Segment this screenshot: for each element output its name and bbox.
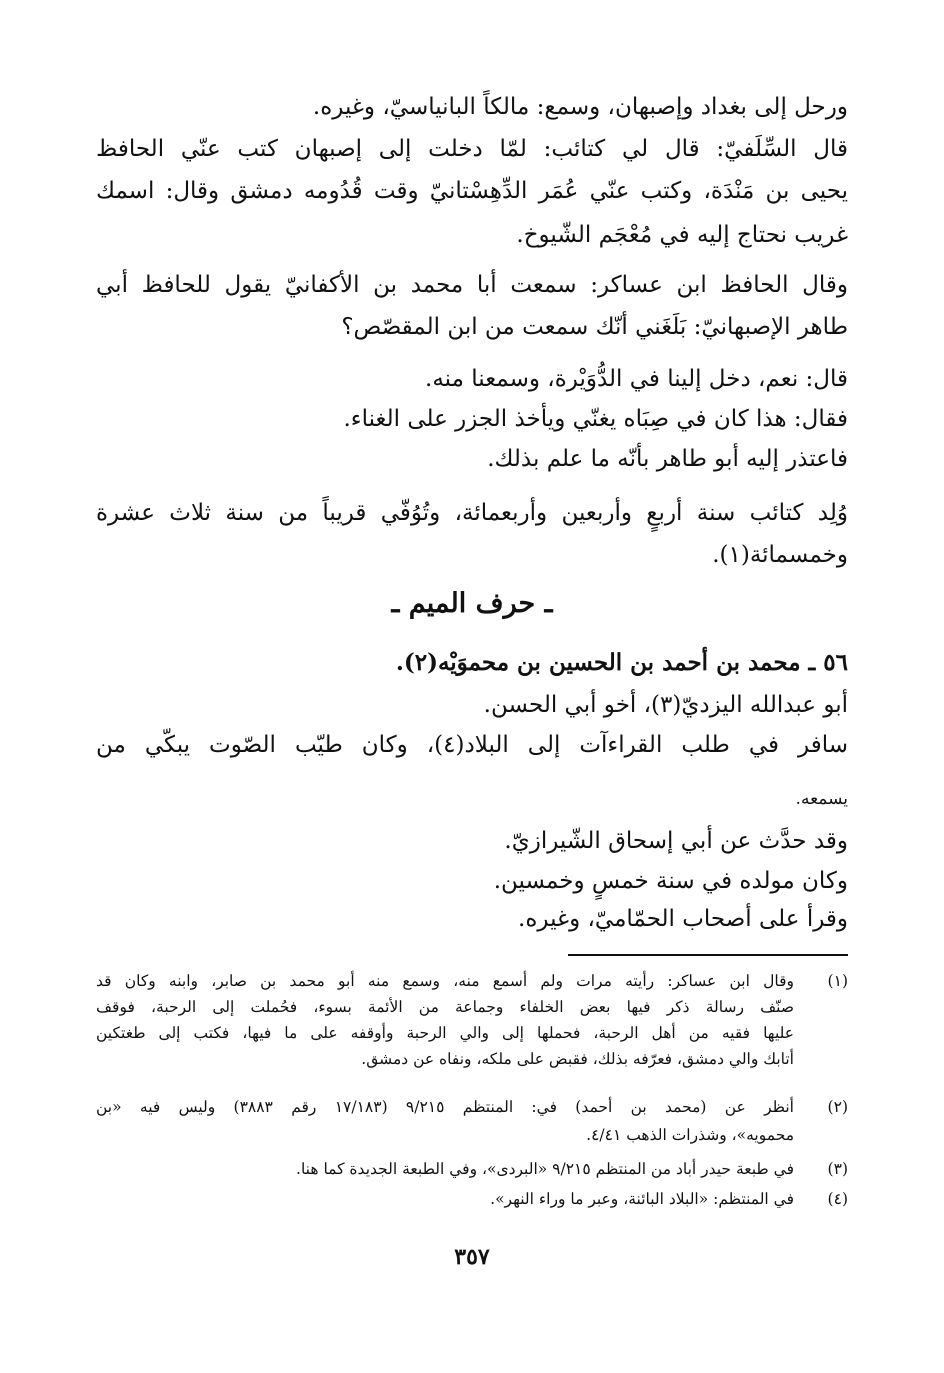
footnote-line: عليها فقيه من أهل الرحبة، فحملها إلى والي الرحبة وأوقفه على ما فيها، فكتب إلى طغتكين — [96, 1024, 794, 1042]
footnote-line: أنظر عن (محمد بن أحمد) في: المنتظم ٩/٢١٥ (١٧/١٨٣ رقم ٣٨٨٣) وليس فيه «بن — [96, 1098, 794, 1116]
body-line: فقال: هذا كان في صِبَاه يغنّي ويأخذ الجزر على الغناء. — [343, 406, 848, 432]
body-line: يحيى بن مَنْدَة، وكتب عنّي عُمَر الدِّهِسْتانيّ وقت قُدُومه دمشق وقال: اسمك — [96, 178, 848, 204]
footnote-number: (٣) — [827, 1160, 848, 1178]
footnote-number: (٢) — [827, 1098, 848, 1116]
footnote-separator — [568, 954, 848, 956]
page-number: ٣٥٧ — [454, 1244, 490, 1270]
footnote-line: في المنتظم: «البلاد البائنة، وعبر ما وراء النهر». — [490, 1190, 794, 1208]
entry-line: أبو عبدالله اليزديّ(٣)، أخو أبي الحسن. — [483, 692, 848, 718]
footnote-number: (١) — [827, 972, 848, 990]
entry-line: وقرأ على أصحاب الحمّاميّ، وغيره. — [518, 906, 848, 932]
footnote-line: وقال ابن عساكر: رأيته مرات ولم أسمع منه، وسمع منه أبو محمد بن صابر، وابنه وكان قد — [96, 972, 794, 990]
body-line: غريب نحتاج إليه في مُعْجَم الشّيوخ. — [516, 222, 848, 248]
section-heading: ـ حرف الميم ـ — [391, 588, 553, 619]
body-line: وخمسمائة(١). — [712, 542, 848, 568]
entry-line: سافر في طلب القراءآت إلى البلاد(٤)، وكان طيّب الصّوت يبكّي من — [96, 732, 848, 758]
body-line: طاهر الإصبهانيّ: بَلَغَني أنّك سمعت من ابن المقصّص؟ — [341, 314, 848, 340]
entry-line: وقد حدَّث عن أبي إسحاق الشّيرازيّ. — [504, 828, 848, 854]
footnote-line: صنّف رسالة ذكر فيها بعض الخلفاء وجماعة من الأئمة بسوء، فحُملت إلى الرحبة، فوقف — [96, 998, 794, 1016]
footnote-number: (٤) — [827, 1190, 848, 1208]
body-line: وقال الحافظ ابن عساكر: سمعت أبا محمد بن الأكفانيّ يقول للحافظ أبي — [96, 272, 848, 298]
footnote-line: محمويه»، وشذرات الذهب ٤/٤١. — [586, 1126, 794, 1144]
footnote-line: أتابك والي دمشق، فعرّفه بذلك، فقبض على ملكه، ونفاه عن دمشق. — [361, 1050, 794, 1068]
body-line: قال: نعم، دخل إلينا في الدُّوَيْرة، وسمعنا منه. — [425, 366, 848, 392]
footnote-line: في طبعة حيدر أباد من المنتظم ٩/٢١٥ «البردى»، وفي الطبعة الجديدة كما هنا. — [296, 1160, 794, 1178]
entry-line: يسمعه. — [795, 789, 848, 809]
body-line: فاعتذر إليه أبو طاهر بأنّه ما علم بذلك. — [487, 446, 848, 472]
entry-title: ٥٦ ـ محمد بن أحمد بن الحسين بن محموَيْه(٢). — [395, 649, 848, 676]
body-line: قال السِّلَفيّ: قال لي كتائب: لمّا دخلت إلى إصبهان كتب عنّي الحافظ — [96, 136, 848, 162]
body-line: وُلِد كتائب سنة أربعٍ وأربعين وأربعمائة، وتُوُفّي قريباً من سنة ثلاث عشرة — [96, 500, 848, 526]
body-line: ورحل إلى بغداد وإصبهان، وسمع: مالكاً البانياسيّ، وغيره. — [312, 94, 848, 120]
entry-line: وكان مولده في سنة خمسٍ وخمسين. — [493, 868, 848, 894]
